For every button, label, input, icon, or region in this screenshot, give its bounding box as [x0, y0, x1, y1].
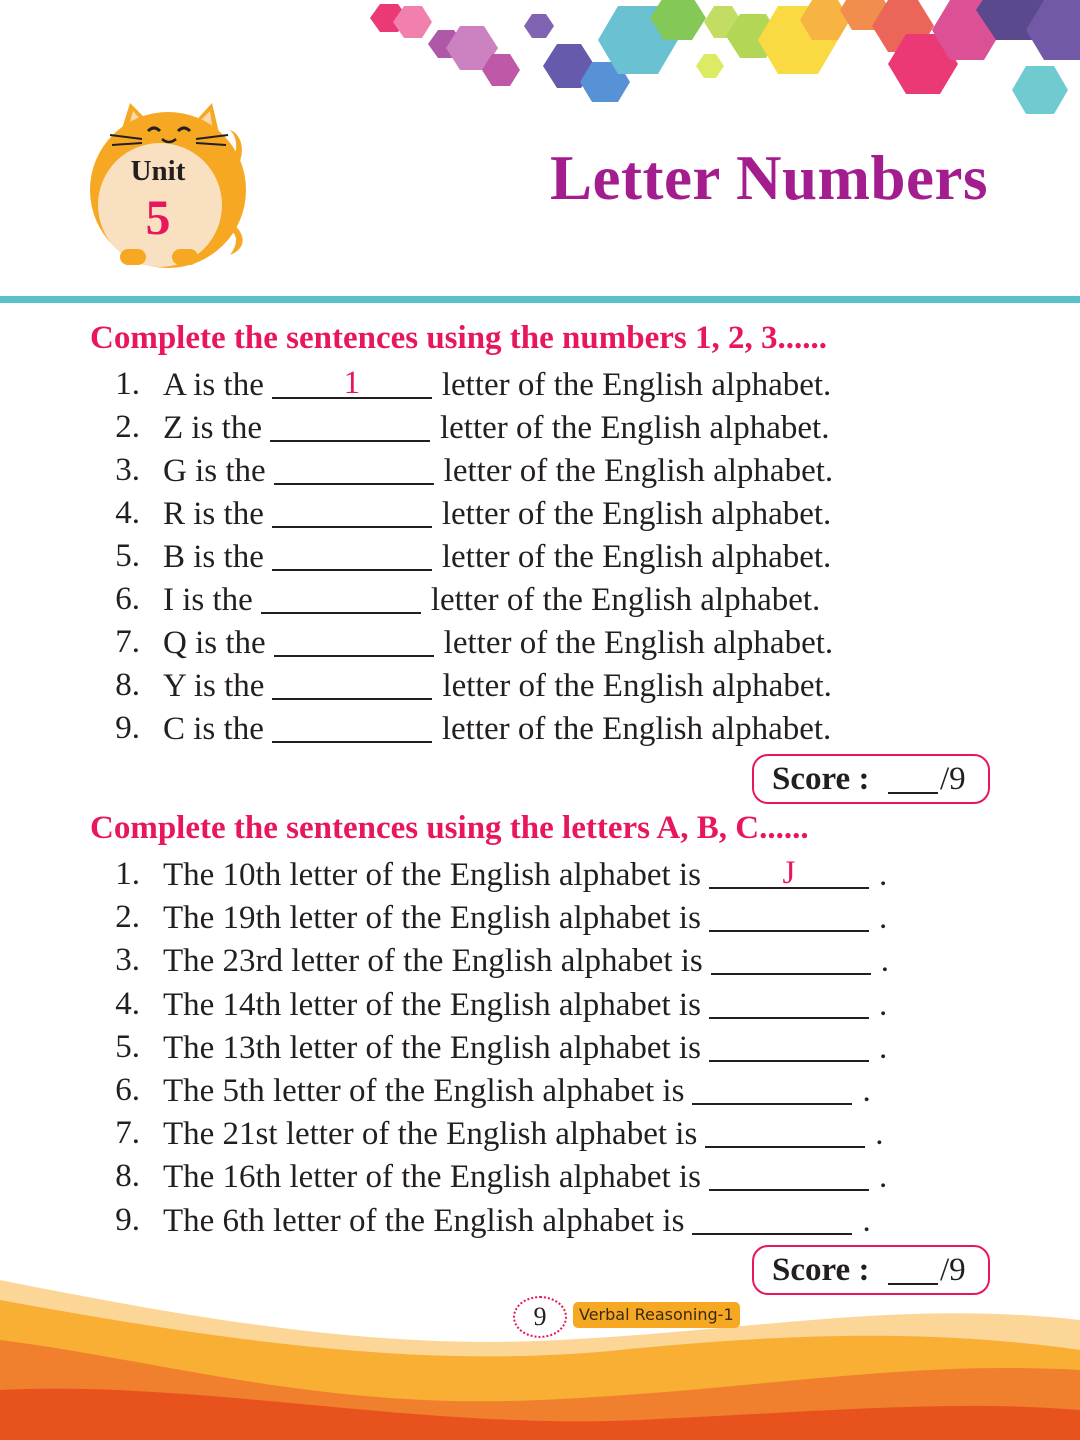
question-text: [163, 983, 887, 1027]
answer-blank[interactable]: [272, 664, 432, 700]
question-number: 5.: [115, 1028, 140, 1065]
question-number: 8.: [115, 667, 140, 703]
question-text: [163, 939, 889, 983]
question-row: [0, 983, 1000, 1026]
score-label: Score :: [772, 1252, 870, 1288]
question-suffix: .: [875, 1116, 884, 1153]
answer-blank[interactable]: [709, 1155, 869, 1191]
question-prefix: The 16th letter of the English alphabet is: [163, 1159, 701, 1196]
section1-instruction: Complete the sentences using the numbers 1, 2, 3......: [90, 320, 827, 356]
question-prefix: B is the: [163, 539, 264, 575]
question-row: [0, 492, 1000, 535]
question-number: 4.: [115, 495, 140, 531]
question-prefix: R is the: [163, 496, 264, 532]
page-number: 9: [513, 1296, 567, 1338]
score-total: /9: [940, 1252, 966, 1288]
question-text: [163, 707, 831, 751]
answer-blank[interactable]: [711, 939, 871, 975]
answer-blank[interactable]: [272, 363, 432, 399]
question-row: [0, 1069, 1000, 1112]
question-text: [163, 853, 887, 897]
question-text: [163, 896, 887, 940]
question-row: [0, 363, 1000, 406]
answer-blank[interactable]: [274, 621, 434, 657]
question-text: [163, 664, 832, 708]
question-row: [0, 939, 1000, 982]
question-suffix: .: [878, 986, 888, 1023]
question-suffix: letter of the English alphabet.: [441, 367, 832, 403]
answer-blank[interactable]: [692, 1069, 852, 1105]
question-number: 6.: [115, 581, 140, 617]
score-label: Score :: [772, 761, 870, 797]
answer-blank[interactable]: [705, 1112, 865, 1148]
question-number: 2.: [115, 409, 140, 445]
question-row: [0, 406, 1000, 449]
question-prefix: The 21st letter of the English alphabet is: [163, 1116, 698, 1153]
question-text: [163, 535, 831, 579]
question-text: [163, 621, 833, 665]
question-suffix: letter of the English alphabet.: [443, 625, 834, 661]
question-row: [0, 449, 1000, 492]
question-number: 9.: [115, 1201, 140, 1238]
question-suffix: letter of the English alphabet.: [442, 668, 832, 704]
question-text: [163, 1112, 884, 1156]
question-prefix: The 6th letter of the English alphabet is: [163, 1202, 685, 1239]
answer-blank[interactable]: [272, 535, 432, 571]
question-row: [0, 1155, 1000, 1198]
header-divider: [0, 296, 1080, 303]
question-suffix: .: [878, 1159, 888, 1196]
question-prefix: The 14th letter of the English alphabet is: [163, 986, 701, 1023]
answer-blank[interactable]: [272, 707, 432, 743]
question-prefix: The 23rd letter of the English alphabet is: [163, 943, 703, 980]
question-text: [163, 406, 829, 450]
question-text: [163, 492, 831, 536]
question-number: 1.: [115, 856, 140, 892]
answer-blank[interactable]: [261, 578, 421, 614]
question-suffix: .: [878, 1029, 888, 1066]
answer-blank[interactable]: [692, 1199, 852, 1235]
section2-instruction: Complete the sentences using the letters A, B, C......: [90, 810, 809, 846]
question-prefix: The 13th letter of the English alphabet is: [163, 1029, 701, 1066]
question-suffix: .: [878, 857, 888, 893]
answer-text: J: [782, 855, 796, 891]
question-row: [0, 896, 1000, 939]
question-row: [0, 707, 1000, 750]
question-row: [0, 621, 1000, 664]
answer-blank[interactable]: [709, 853, 869, 889]
question-number: 5.: [115, 538, 140, 574]
wave-decoration: [0, 1260, 1080, 1440]
answer-text: 1: [343, 365, 361, 401]
question-row: [0, 535, 1000, 578]
question-text: [163, 1155, 887, 1199]
question-prefix: The 19th letter of the English alphabet is: [163, 900, 701, 937]
question-suffix: letter of the English alphabet.: [443, 453, 834, 489]
question-suffix: .: [862, 1073, 871, 1109]
question-number: 9.: [115, 710, 140, 746]
question-number: 7.: [115, 1115, 140, 1152]
answer-blank[interactable]: [709, 1026, 869, 1062]
question-text: [163, 1199, 871, 1243]
section1-score-box: [752, 754, 990, 804]
question-suffix: letter of the English alphabet.: [430, 582, 821, 618]
question-row: [0, 578, 1000, 621]
question-row: [0, 1026, 1000, 1069]
question-number: 6.: [115, 1072, 140, 1108]
question-number: 7.: [115, 624, 140, 660]
question-prefix: Y is the: [163, 668, 265, 704]
question-suffix: .: [878, 900, 888, 937]
question-text: [163, 363, 831, 407]
question-prefix: A is the: [163, 367, 264, 403]
answer-blank[interactable]: [709, 896, 869, 932]
unit-label: Unit: [130, 155, 186, 187]
question-text: [163, 578, 820, 622]
score-blank[interactable]: [888, 792, 938, 794]
unit-number: 5: [145, 189, 171, 245]
question-row: [0, 1199, 1000, 1242]
question-suffix: letter of the English alphabet.: [441, 711, 832, 747]
question-number: 3.: [115, 452, 140, 488]
question-suffix: .: [862, 1202, 871, 1239]
score-total: /9: [940, 761, 966, 797]
question-prefix: Z is the: [163, 410, 262, 446]
question-prefix: C is the: [163, 711, 264, 747]
page-title: Letter Numbers: [550, 143, 988, 213]
question-number: 3.: [115, 942, 140, 979]
question-suffix: .: [880, 943, 890, 980]
question-row: [0, 664, 1000, 707]
question-text: [163, 1069, 871, 1113]
question-prefix: I is the: [163, 582, 253, 618]
question-number: 1.: [115, 366, 140, 402]
question-prefix: G is the: [163, 453, 266, 489]
question-text: [163, 1026, 887, 1070]
question-suffix: letter of the English alphabet.: [441, 539, 832, 575]
answer-blank[interactable]: [274, 449, 434, 485]
question-prefix: The 5th letter of the English alphabet is: [163, 1073, 685, 1109]
question-row: [0, 853, 1000, 896]
question-text: [163, 449, 833, 493]
question-row: [0, 1112, 1000, 1155]
question-suffix: letter of the English alphabet.: [441, 496, 832, 532]
question-number: 4.: [115, 985, 140, 1022]
answer-blank[interactable]: [272, 492, 432, 528]
answer-blank[interactable]: [270, 406, 430, 442]
question-prefix: The 10th letter of the English alphabet is: [163, 857, 701, 893]
question-suffix: letter of the English alphabet.: [439, 410, 830, 446]
answer-blank[interactable]: [709, 983, 869, 1019]
question-number: 2.: [115, 899, 140, 936]
question-prefix: Q is the: [163, 625, 266, 661]
book-title: Verbal Reasoning-1: [573, 1302, 740, 1328]
question-number: 8.: [115, 1158, 140, 1195]
